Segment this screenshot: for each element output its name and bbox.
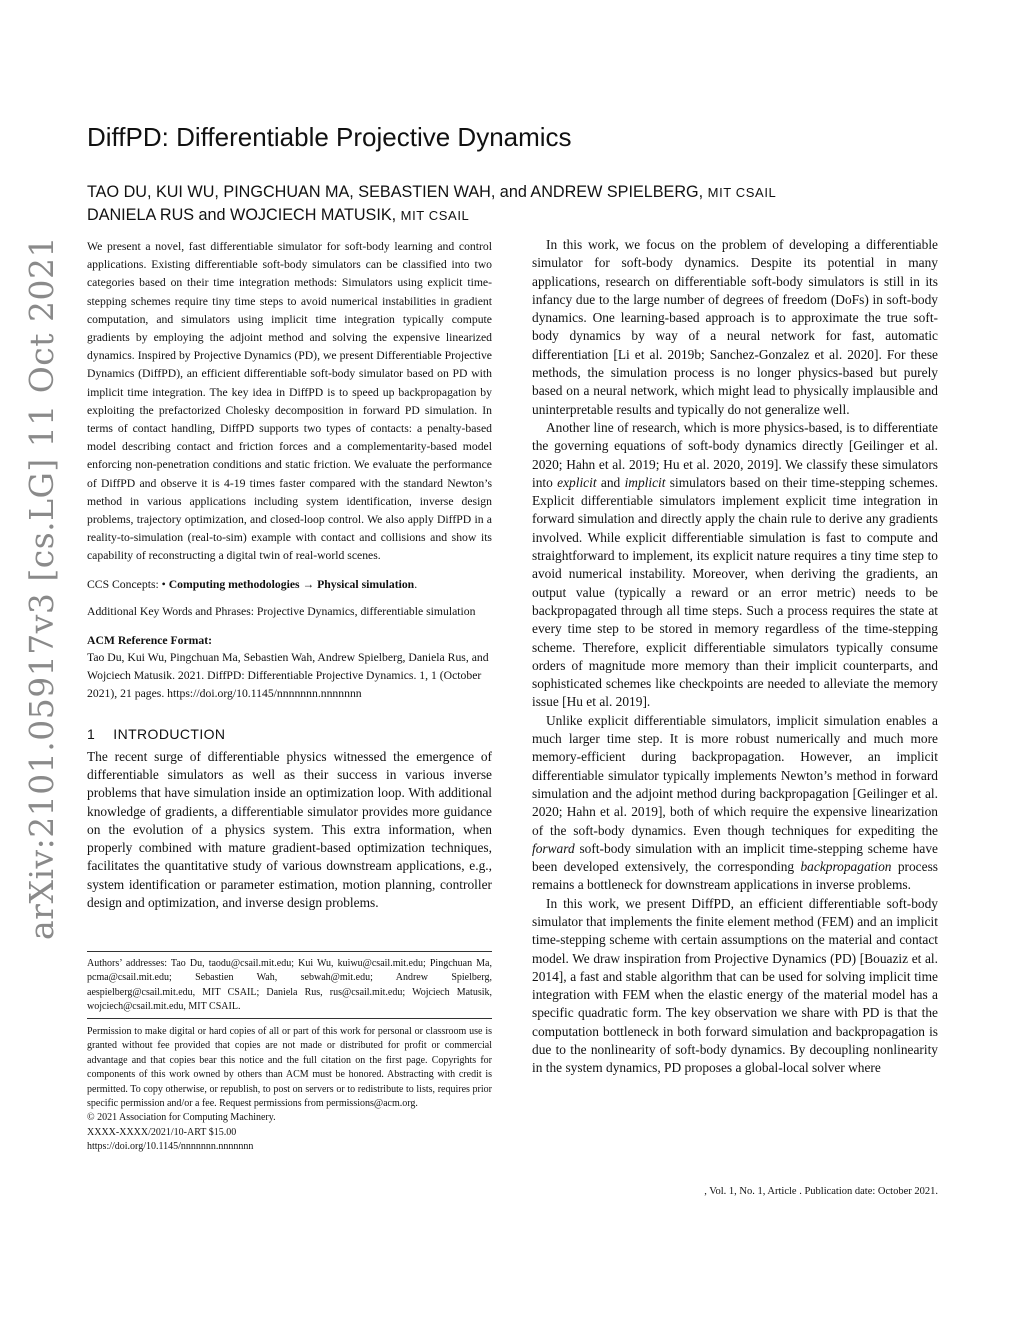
ccs-arrow: →	[302, 577, 315, 591]
right-paragraph-2	[532, 419, 938, 712]
authors-group-2: DANIELA RUS and WOJCIECH MATUSIK,	[87, 206, 397, 224]
p2-explicit: explicit	[557, 474, 597, 490]
ccs-label: CCS Concepts: •	[87, 577, 166, 591]
ccs-end: .	[414, 577, 418, 591]
page-footer: , Vol. 1, No. 1, Article . Publication date: October 2021.	[704, 1186, 938, 1197]
paper-title: DiffPD: Differentiable Projective Dynamics	[87, 122, 572, 152]
keywords: Additional Key Words and Phrases: Projective Dynamics, differentiable simulation	[87, 604, 476, 618]
permission-rule	[87, 1018, 492, 1019]
right-paragraph-3	[532, 712, 938, 895]
author-addresses-footnote	[87, 951, 492, 1015]
permission-block	[87, 1018, 492, 1155]
abstract: We present a novel, fast differentiable simulator for soft-body learning and control applications. Existing differentiable soft-body simulators can be classified into two categories based on their time integration methods: Simulators using explicit time-stepping schemes require tiny time steps to avoid numerical instabilities in gradient computation, and simulators using implicit time integration typically compute gradients by employing the adjoint method and solving the expensive linearized dynamics. Inspired by Projective Dynamics (PD), we present Differentiable Projective Dynamics (DiffPD), an efficient differentiable soft-body simulator based on PD with implicit time integration. The key idea in DiffPD is to speed up backpropagation by exploiting the prefactorized Cholesky decomposition in forward PD simulation. In terms of contact handling, DiffPD supports two types of contacts: a penalty-based model describing contact and friction forces and a complementarity-based model enforcing non-penetration conditions and static friction. We evaluate the performance of DiffPD and observe it is 4-19 times faster compared with the standard Newton’s method in various applications including system identification, inverse design problems, trajectory optimization, and closed-loop control. We also apply DiffPD in a reality-to-simulation (real-to-sim) example with contact and collisions and show its capability of reconstructing a digital twin of real-world scenes.	[87, 240, 492, 563]
section-number: 1	[87, 725, 96, 742]
intro-paragraph-1: The recent surge of differentiable physics witnessed the emergence of differentiable simulators as well as their success in various inverse problems that have simulation inside an optimization loop. With additional knowledge of gradients, a differentiable simulator provides more guidance on the evolution of a physics system. This extra information, when properly combined with mature gradient-based optimization techniques, facilitates the quantitative study of various downstream applications, e.g., system identification or parameter estimation, motion planning, controller design and optimization, and inverse design problems.	[87, 748, 492, 911]
ccs-concepts	[87, 576, 492, 594]
p2-text-b: simulators based on their time-stepping schemes. Explicit differentiable simulators implement explicit time integration in forward simulation and directly apply the chain rule to derive any gradients involved. While explicit differentiable simulation is fast to compute and straightforward to implement, its explicit nature requires a tiny time step to avoid numerical instability. Moreover, when deriving the gradients, an output value (typically a reward or an error metric) needs to be backpropagated through all time steps. Such a process requires the state at every time step to be stored in memory regardless of the time-stepping scheme. Therefore, explicit differentiable simulators typically consume orders of magnitude more memory than their implicit counterparts, and sophisticated schemes like checkpoints are needed to alleviate the memory issue [Hu et al. 2019].	[532, 474, 938, 710]
right-paragraph-1: In this work, we focus on the problem of developing a differentiable simulator for soft-body dynamics. Despite its potential in many applications, research on differentiable soft-body simulators is still in its infancy due to the large number of degrees of freedom (DoFs) in soft-body dynamics. One learning-based approach is to approximate the true soft-body dynamics by way of a neural network for fast, automatic differentiation [Li et al. 2019b; Sanchez-Gonzalez et al. 2020]. For these methods, the simulation process is no longer physics-based but purely based on a neural network, which might lead to physically implausible and uninterpretable results and typically do not generalize well.	[532, 237, 938, 417]
author-line-1	[87, 181, 947, 204]
author-line-2	[87, 204, 947, 227]
permission-notice: Permission to make digital or hard copies of all or part of this work for personal or classroom use is granted without fee provided that copies are not made or distributed for profit or commercial advantage and that copies bear this notice and the full citation on the first page. Copyrights for components of this work owned by others than ACM must be honored. Abstracting with credit is permitted. To copy otherwise, or republish, to post on servers or to redistribute to lists, requires prior specific permission and/or a fee. Request permissions from permissions@acm.org.	[87, 1026, 492, 1110]
author-list	[87, 181, 947, 227]
section-heading-introduction	[87, 726, 492, 742]
affiliation-2: MIT CSAIL	[400, 208, 470, 223]
p3-backpropagation: backpropagation	[800, 859, 892, 875]
ccs-term-simulation: Physical simulation	[317, 577, 415, 591]
right-column	[532, 236, 938, 1078]
p3-text-a: Unlike explicit differentiable simulators, implicit simulation enables a much larger time step. It is more robust numerically and much more memory-efficient during backpropagation. However, an implicit differentiable simulator typically implements Newton’s method in forward simulation and the adjoint method during backpropagation [Geilinger et al. 2020; Hahn et al. 2019], both of which require the expensive linearization of the soft-body dynamics. Even though techniques for expediting the	[532, 712, 938, 838]
ccs-term-computing: Computing methodologies	[168, 577, 300, 591]
doi-line[interactable]: https://doi.org/10.1145/nnnnnnn.nnnnnnn	[87, 1141, 254, 1153]
acm-reference-text: Tao Du, Kui Wu, Pingchuan Ma, Sebastien Wah, Andrew Spielberg, Daniela Rus, and Wojciech Matusik. 2021. DiffPD: Differentiable Projective Dynamics. 1, 1 (October 2021), 21 pages. https://doi.org/10.1145/nnnnnnn.nnnnnnn	[87, 651, 489, 701]
right-paragraph-4: In this work, we present DiffPD, an efficient differentiable soft-body simulator that implements the finite element method (FEM) and an implicit time-stepping scheme with certain assumptions on the material and contact model. We draw inspiration from Projective Dynamics (PD) [Bouaziz et al. 2014], a fast and stable algorithm that can be used for solving implicit time integration with FEM when the elastic energy of the material model has a specific quadratic form. The key observation we share with PD is that the computation bottleneck in both forward simulation and backpropagation is due to the nonlinearity of soft-body dynamics. By decoupling nonlinearity in the system dynamics, PD proposes a global-local solver where	[532, 895, 938, 1076]
issn-line: XXXX-XXXX/2021/10-ART $15.00	[87, 1126, 237, 1138]
p2-text-a: Another line of research, which is more physics-based, is to differentiate the governing equations of soft-body dynamics directly [Geilinger et al. 2020; Hahn et al. 2019; Hu et al. 2020, 2019]. We classify these simulators into	[532, 419, 938, 490]
p2-and: and	[596, 474, 625, 490]
p2-implicit: implicit	[624, 474, 666, 490]
acm-reference-heading: ACM Reference Format:	[87, 634, 213, 648]
footnote-rule	[87, 951, 492, 952]
section-title: INTRODUCTION	[113, 725, 226, 742]
left-column	[87, 238, 492, 912]
p3-forward: forward	[532, 840, 575, 856]
author-addresses: Authors’ addresses: Tao Du, taodu@csail.mit.edu; Kui Wu, kuiwu@csail.mit.edu; Pingchuan Ma, pcma@csail.mit.edu; Sebastien Wah, sebwah@mit.edu; Andrew Spielberg, aespielberg@csail.mit.edu, MIT CSAIL; Daniela Rus, rus@csail.mit.edu; Wojciech Matusik, wojciech@csail.mit.edu, MIT CSAIL.	[87, 958, 492, 1013]
authors-group-1: TAO DU, KUI WU, PINGCHUAN MA, SEBASTIEN WAH, and ANDREW SPIELBERG,	[87, 183, 704, 201]
copyright-line: © 2021 Association for Computing Machinery.	[87, 1112, 276, 1124]
arxiv-identifier[interactable]: arXiv:2101.05917v3 [cs.LG] 11 Oct 2021	[22, 235, 61, 940]
p3-text-b: soft-body simulation with an implicit time-stepping scheme have been developed extensively, the corresponding	[532, 840, 938, 875]
affiliation-1: MIT CSAIL	[707, 185, 777, 200]
p3-text-c: process remains a bottleneck for downstream applications in inverse problems.	[532, 859, 938, 893]
